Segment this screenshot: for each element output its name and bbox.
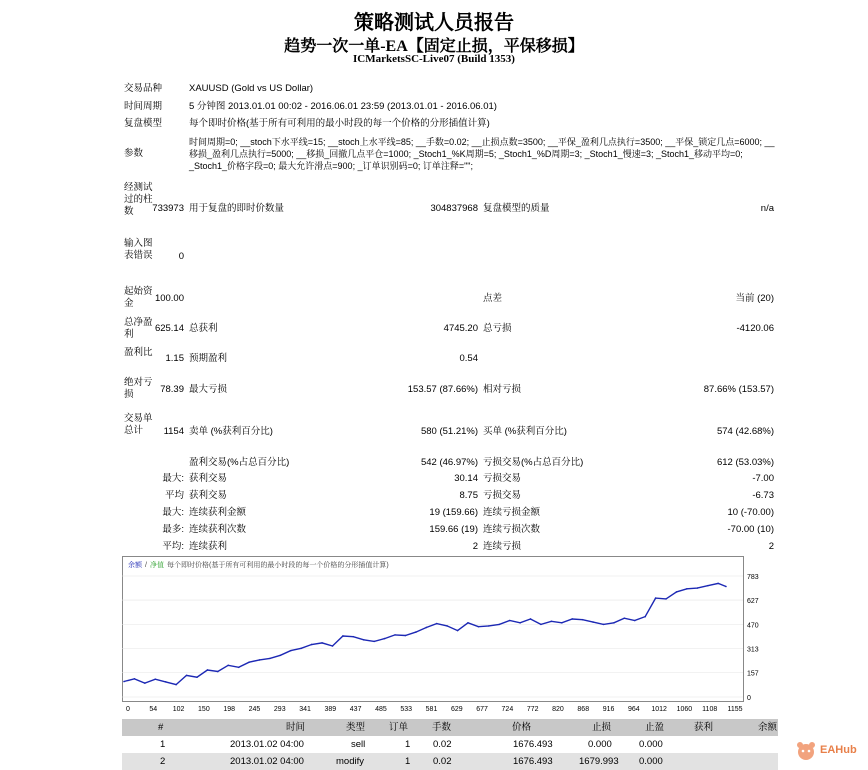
- x-tick-label: 102: [172, 706, 185, 713]
- balance-point: [530, 618, 532, 620]
- legend-description: 每个即时价格(基于所有可利用的最小时段的每一个价格的分形插值计算): [167, 562, 389, 569]
- balance-point: [717, 583, 719, 585]
- average-loss-label: 亏损交易: [483, 490, 522, 501]
- y-tick-label: 0: [747, 695, 751, 702]
- errors-label: 输入图表错误: [124, 238, 153, 261]
- balance-point: [644, 616, 646, 618]
- cell-lots: 0.02: [433, 739, 452, 750]
- balance-point: [342, 635, 344, 637]
- expected-payoff-label: 预期盈利: [189, 353, 228, 364]
- x-tick-label: 677: [476, 706, 488, 713]
- col-number: #: [158, 722, 164, 733]
- maximal-cons-loss-value: -70.00 (10): [727, 524, 774, 535]
- y-axis-ticks: [747, 574, 759, 702]
- max-drawdown-label: 最大亏损: [189, 384, 228, 395]
- x-tick-label: 772: [526, 706, 539, 713]
- col-price: 价格: [512, 722, 532, 733]
- eahub-logo-icon: [796, 742, 816, 760]
- balance-point: [655, 597, 657, 599]
- period-value: 5 分钟图 2013.01.01 00:02 - 2016.06.01 23:59 (2013.01.01 - 2016.06.01): [189, 101, 497, 112]
- col-tp: 止盈: [645, 722, 665, 733]
- balance-point: [373, 641, 375, 643]
- cell-type: modify: [336, 756, 364, 767]
- y-tick-label: 627: [747, 598, 759, 606]
- x-tick-label: 198: [223, 706, 236, 713]
- balance-point: [571, 618, 573, 620]
- balance-point: [467, 622, 469, 624]
- bars-value: 733973: [152, 203, 184, 214]
- balance-point: [134, 678, 136, 680]
- symbol-label: 交易品种: [124, 83, 163, 94]
- loss-trades-value: 612 (53.03%): [716, 457, 774, 468]
- expected-payoff-value: 0.54: [459, 353, 478, 364]
- balance-point: [488, 625, 490, 627]
- quality-label: 复盘模型的质量: [483, 203, 550, 214]
- cell-tp: 0.000: [639, 756, 663, 767]
- balance-point: [415, 631, 417, 633]
- col-time: 时间: [286, 722, 306, 733]
- cell-number: 2: [160, 756, 166, 767]
- col-lots: 手数: [432, 722, 452, 733]
- average-profit-value: 8.75: [459, 490, 478, 501]
- x-tick-label: 150: [198, 706, 210, 713]
- balance-point: [519, 622, 521, 624]
- balance-point: [227, 665, 229, 667]
- x-tick-label: 0: [126, 706, 130, 713]
- table-row[interactable]: [122, 753, 778, 770]
- balance-point: [196, 676, 198, 678]
- balance-point: [405, 635, 407, 637]
- period-label: 时间周期: [124, 101, 163, 112]
- balance-point: [613, 622, 615, 624]
- x-tick-label: 964: [627, 706, 640, 713]
- x-tick-label: 293: [273, 706, 286, 713]
- quality-value: n/a: [760, 203, 774, 214]
- net-profit-value: 625.14: [154, 323, 184, 334]
- cell-sl: 1679.993: [579, 756, 619, 767]
- balance-point: [269, 658, 271, 660]
- cell-price: 1676.493: [513, 739, 553, 750]
- x-tick-label: 820: [552, 706, 564, 713]
- cell-tp: 0.000: [639, 739, 663, 750]
- relative-drawdown-label: 相对亏损: [483, 384, 522, 395]
- absolute-drawdown-value: 78.39: [160, 384, 184, 395]
- gross-profit-value: 4745.20: [443, 323, 478, 334]
- x-tick-label: 1060: [676, 706, 693, 713]
- long-positions-value: 574 (42.68%): [716, 426, 774, 437]
- balance-point: [238, 667, 240, 669]
- profit-trades-label: 盈利交易(%占总百分比): [189, 457, 290, 468]
- average-loss-value: -6.73: [752, 490, 774, 501]
- ticks-value: 304837968: [430, 203, 478, 214]
- y-tick-label: 470: [747, 622, 759, 630]
- balance-point: [551, 620, 553, 622]
- x-tick-label: 1155: [727, 706, 743, 713]
- average-prefix: 平均: [164, 490, 184, 501]
- cell-price: 1676.493: [513, 756, 553, 767]
- net-profit-label: 总净盈利: [124, 317, 153, 340]
- col-type: 类型: [346, 722, 366, 733]
- balance-point: [311, 644, 313, 646]
- avg-cons-wins-value: 2: [472, 541, 478, 552]
- legend-balance: 余额: [128, 562, 142, 569]
- legend-equity: 净值: [150, 562, 164, 569]
- largest-loss-label: 亏损交易: [483, 473, 522, 484]
- balance-point: [624, 617, 626, 619]
- y-tick-label: 313: [747, 646, 759, 654]
- x-tick-label: 868: [577, 706, 590, 713]
- balance-point: [446, 625, 448, 627]
- cell-lots: 0.02: [433, 756, 452, 767]
- deposit-value: 100.00: [154, 293, 184, 304]
- report-title: 策略测试人员报告: [354, 12, 514, 34]
- errors-value: 0: [178, 251, 184, 262]
- eahub-text: EAHub: [820, 744, 857, 756]
- x-tick-label: 437: [349, 706, 362, 713]
- maximal-cons-profit-value: 159.66 (19): [429, 524, 478, 535]
- balance-point: [207, 669, 209, 671]
- server-build: ICMarketsSC-Live07 (Build 1353): [353, 53, 515, 65]
- spread-value: 当前 (20): [735, 293, 774, 304]
- balance-point: [175, 684, 177, 686]
- max-cons-wins-value: 19 (159.66): [429, 507, 478, 518]
- ticks-label: 用于复盘的即时价数量: [189, 203, 285, 214]
- balance-point: [582, 619, 584, 621]
- cell-type: sell: [351, 739, 366, 750]
- cell-sl: 0.000: [588, 739, 612, 750]
- x-tick-label: 245: [248, 706, 261, 713]
- balance-point: [186, 675, 188, 677]
- balance-point: [321, 642, 323, 644]
- maximal-cons-prefix: 最多:: [162, 524, 184, 535]
- balance-point: [540, 624, 542, 626]
- x-tick-label: 916: [602, 706, 615, 713]
- cell-order: 1: [405, 739, 411, 750]
- balance-point: [248, 661, 250, 663]
- symbol-value: XAUUSD (Gold vs US Dollar): [189, 83, 314, 94]
- balance-point: [707, 585, 709, 587]
- short-positions-label: 卖单 (%获利百分比): [189, 426, 273, 437]
- relative-drawdown-value: 87.66% (153.57): [703, 384, 774, 395]
- largest-profit-label: 获利交易: [189, 473, 228, 484]
- balance-point: [154, 678, 156, 680]
- balance-point: [363, 639, 365, 641]
- balance-point: [144, 682, 146, 684]
- largest-loss-value: -7.00: [752, 473, 774, 484]
- plot-area: [123, 557, 744, 702]
- maximal-cons-profit-label: 连续获利次数: [189, 524, 247, 535]
- col-sl: 止损: [592, 722, 612, 733]
- avg-cons-wins-label: 连续获利: [189, 541, 228, 552]
- balance-point: [259, 659, 261, 661]
- x-tick-label: 1108: [702, 706, 718, 713]
- absolute-drawdown-label: 绝对亏损: [124, 377, 153, 400]
- profit-trades-value: 542 (46.97%): [420, 457, 478, 468]
- ea-name: 趋势一次一单-EA【固定止损，平保移损】: [284, 38, 584, 55]
- max-cons-losses-value: 10 (-70.00): [727, 507, 774, 518]
- balance-point: [217, 671, 219, 673]
- balance-point: [300, 648, 302, 650]
- model-value: 每个即时价格(基于所有可利用的最小时段的每一个价格的分形插值计算): [189, 118, 490, 129]
- x-tick-label: 724: [501, 706, 514, 713]
- balance-point: [384, 638, 386, 640]
- y-tick-label: 783: [747, 574, 759, 581]
- total-trades-label: 交易单总计: [124, 413, 153, 436]
- cell-time: 2013.01.02 04:00: [230, 756, 304, 767]
- model-label: 复盘模型: [124, 118, 163, 129]
- col-order: 订单: [389, 722, 409, 733]
- balance-point: [603, 624, 605, 626]
- x-tick-label: 533: [400, 706, 413, 713]
- avg-cons-losses-value: 2: [768, 541, 774, 552]
- col-balance: 余额: [758, 722, 778, 733]
- profit-factor-label: 盈利比: [124, 347, 153, 358]
- x-tick-label: 485: [375, 706, 387, 713]
- balance-point: [353, 636, 355, 638]
- deposit-label: 起始资金: [124, 286, 153, 309]
- balance-point: [634, 620, 636, 622]
- x-tick-label: 341: [299, 706, 311, 713]
- cell-time: 2013.01.02 04:00: [230, 739, 304, 750]
- max-drawdown-value: 153.57 (87.66%): [407, 384, 478, 395]
- y-tick-label: 157: [747, 670, 759, 678]
- balance-point: [686, 588, 688, 590]
- balance-point: [280, 654, 282, 656]
- balance-point: [592, 621, 594, 623]
- largest-profit-value: 30.14: [454, 473, 478, 484]
- gross-loss-label: 总亏损: [483, 323, 512, 334]
- table-header: [122, 719, 778, 736]
- long-positions-label: 买单 (%获利百分比): [483, 426, 567, 437]
- max-cons-losses-label: 连续亏损金额: [483, 507, 541, 518]
- gross-profit-label: 总获利: [189, 323, 218, 334]
- balance-point: [498, 624, 500, 626]
- avg-cons-losses-label: 连续亏损: [483, 541, 522, 552]
- table-row[interactable]: [122, 736, 778, 753]
- balance-point: [332, 645, 334, 647]
- average-profit-label: 获利交易: [189, 490, 228, 501]
- balance-point: [665, 598, 667, 600]
- largest-prefix: 最大:: [162, 473, 184, 484]
- cell-order: 1: [405, 756, 411, 767]
- x-tick-label: 389: [324, 706, 337, 713]
- spread-label: 点差: [483, 293, 503, 304]
- profit-factor-value: 1.15: [165, 353, 184, 364]
- short-positions-value: 580 (51.21%): [420, 426, 478, 437]
- balance-point: [561, 622, 563, 624]
- balance-point: [509, 620, 511, 622]
- x-tick-label: 629: [450, 706, 463, 713]
- gross-loss-value: -4120.06: [736, 323, 774, 334]
- balance-point: [725, 586, 727, 588]
- maximal-cons-loss-label: 连续亏损次数: [483, 524, 541, 535]
- x-tick-label: 581: [425, 706, 438, 713]
- balance-point: [676, 591, 678, 593]
- balance-point: [165, 681, 167, 683]
- max-cons-wins-label: 连续获利金额: [189, 507, 247, 518]
- balance-point: [290, 650, 292, 652]
- x-tick-label: 1012: [651, 706, 667, 713]
- col-profit: 获利: [694, 722, 714, 733]
- x-axis-ticks: [126, 706, 743, 713]
- bars-label: 经测试过的柱数: [124, 182, 153, 217]
- legend-sep: /: [145, 562, 147, 569]
- balance-point: [425, 627, 427, 629]
- params-label: 参数: [124, 148, 144, 159]
- balance-point: [457, 630, 459, 632]
- avg-cons-prefix: 平均:: [162, 541, 184, 552]
- balance-point: [478, 626, 480, 628]
- loss-trades-label: 亏损交易(%占总百分比): [483, 457, 584, 468]
- balance-chart: [122, 556, 774, 714]
- balance-point: [697, 587, 699, 589]
- cell-number: 1: [160, 739, 166, 750]
- total-trades-value: 1154: [163, 426, 184, 437]
- balance-point: [123, 681, 125, 683]
- x-tick-label: 54: [149, 706, 158, 713]
- balance-point: [394, 634, 396, 636]
- balance-point: [436, 623, 438, 625]
- params-value: 时间周期=0; __stoch下水平线=15; __stoch上水平线=85; __手数=0.02; __止损点数=3500; __平保_盈利几点执行=3500; __平保_锁定几点=6000; __移损_盈利几点执行=5000; __移损_回撤几点平仓=1000; _Stoch1_%K周期=5; _Stoch1_%D周期=3; _Stoch1_慢速=3; _Stoch1_移动平均=0; _Stoch1_价格字段=0; 最大允许滑点=900; _订单识别码=0; 订单注释="";: [189, 137, 775, 171]
- max-cons-prefix: 最大:: [162, 507, 184, 518]
